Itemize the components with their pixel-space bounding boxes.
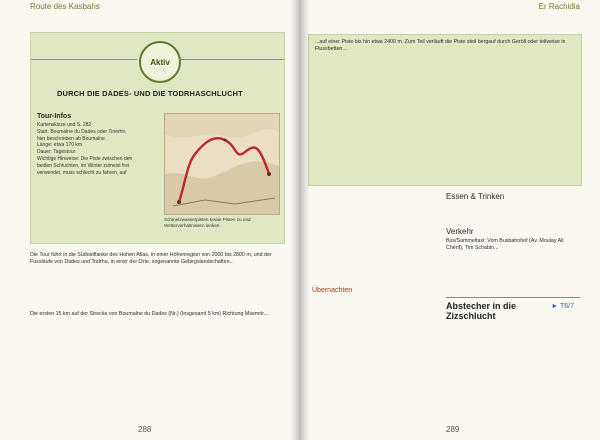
abstecher-heading: Abstecher in die Zizschlucht — [446, 301, 517, 321]
left-body-text — [30, 252, 283, 388]
tour-info-title: Tour-Infos — [37, 113, 72, 120]
right-right-column — [446, 192, 580, 386]
running-head-left: Route des Kasbahs — [30, 2, 100, 11]
badge-rule-right — [179, 59, 284, 60]
right-left-column — [312, 192, 438, 394]
tour-info-line: hier beschrieben ab Boumalne — [37, 135, 105, 142]
left-page — [0, 0, 296, 440]
map-caption: Schmelzwasserpisten sowie Pisten zu und Wetterverhältnissen lenken. — [164, 217, 251, 228]
km-note: Die ersten 15 km auf der Strecke von Boumalne du Dades (Nr.) (Insgesamt 5 km) Richtung Msemrir... — [30, 311, 269, 317]
right-page — [304, 0, 600, 440]
essen-heading: Essen & Trinken — [446, 192, 505, 201]
tour-info-line: beiden Schluchten, im Winter zumeist frei — [37, 162, 129, 169]
running-head-right: Er Rachidia — [538, 2, 580, 11]
tour-info-line: Wichtige Hinweise: Die Piste zwischen den — [37, 155, 133, 162]
badge-rule-left — [31, 59, 137, 60]
tour-info-line: Länge: etwa 170 km — [37, 142, 83, 149]
aktiv-badge: Aktiv — [139, 41, 181, 83]
box-title: DURCH DIE DADES- UND DIE TODRHASCHLUCHT — [57, 89, 243, 98]
tour-info-line: Kartenskizze und S. 282 — [37, 122, 92, 128]
page-number-right: 289 — [446, 425, 460, 434]
verkehr-heading: Verkehr — [446, 227, 474, 236]
aktiv-box — [30, 32, 285, 244]
uebernachten-heading: Übernachten — [312, 287, 353, 294]
body-intro: Die Tour führt in die Südostflanke des Hohen Atlas, in einer Höhenregion von 2000 bis 2800 m, und der Fussläufe von Dades und Todrha, in einer der Orte, sogenannte Gebirgslandschaften... — [30, 252, 272, 266]
section-rule — [446, 297, 580, 298]
page-number-left: 288 — [138, 425, 152, 434]
tour-info-line: Dauer: Tagestour — [37, 149, 76, 156]
book-gutter — [290, 0, 310, 440]
tour-info-line: verwendet, muss schlecht zu fahren, auf — [37, 169, 127, 176]
route-map-drawing — [165, 114, 279, 214]
continued-green-box — [308, 34, 582, 186]
abstecher-map-ref: ► T6/7 — [551, 303, 574, 310]
green-box-text: ...auf einer Piste bis hin etwa 2400 m. Zum Teil verläuft die Piste steil bergauf durch Geröll oder teilweise in Flussbetten... — [315, 39, 566, 53]
route-map — [164, 113, 280, 215]
abstecher-ref-text: T6/7 — [559, 303, 574, 310]
tour-info-line: Start: Boumalne du Dades oder Tinerhir, — [37, 128, 127, 135]
bus-info: Bus/Sammeltaxi: Vom Busbahnhof (Av. Moulay Ali Chérif), Tim Schabin... — [446, 238, 564, 252]
tour-info — [37, 113, 157, 211]
